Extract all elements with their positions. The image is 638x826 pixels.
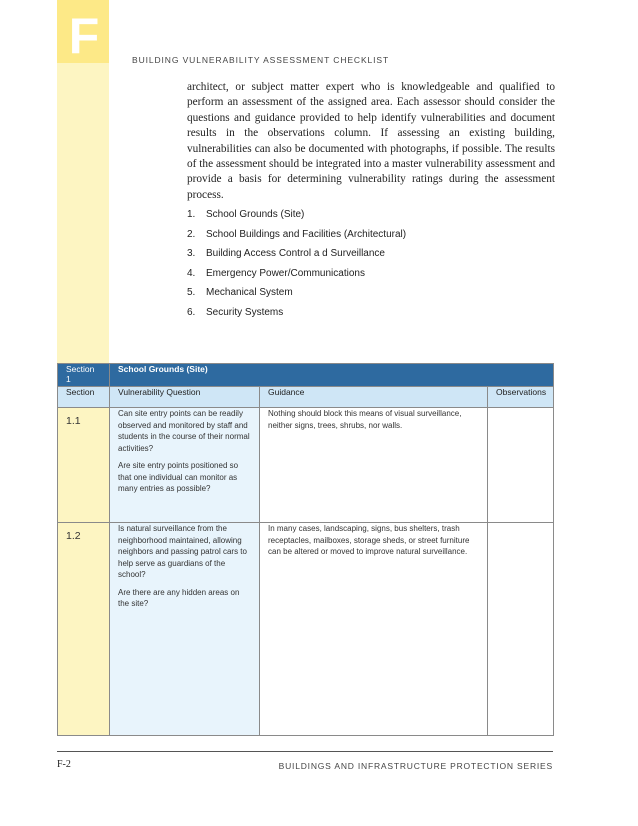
column-header-row: [58, 387, 554, 408]
list-item: [187, 205, 406, 225]
column-header-section: Section: [58, 387, 110, 408]
list-item-number: 6.: [187, 306, 196, 318]
body-paragraph-text: architect, or subject matter expert who is knowledgeable and qualified to perform an assessment of the assigned area. Each assessor should consider the questions and guidance provided to help identify vulnerabilities and document results in the observations column. If assessing an existing building, vulnerabilities can also be documented with photographs, if possible. The results of the assessment should be integrated into a master vulnerability assessment and provide a basis for determining vulnerability ratings during the assessment process.: [187, 81, 555, 201]
list-item-label: Building Access Control a d Surveillance: [206, 248, 385, 259]
list-item-number: 5.: [187, 287, 196, 298]
section-header-row: [58, 364, 554, 387]
list-item-number: 2.: [187, 228, 196, 240]
list-item: [187, 225, 406, 245]
vulnerability-question: Is natural surveillance from the neighborhood maintained, allowing neighbors and passing patrol cars to help serve as guardians of the school?: [118, 524, 247, 579]
appendix-letter: F: [68, 8, 100, 64]
column-header-question: Vulnerability Question: [110, 387, 260, 408]
list-item-number: 1.: [187, 209, 196, 220]
page-number: F-2: [57, 759, 71, 770]
table-row: [58, 408, 554, 523]
row-questions: [110, 408, 260, 523]
table-row: [58, 523, 554, 736]
row-guidance: [260, 408, 488, 523]
column-header-observations: Observations: [488, 387, 554, 408]
footer-rule: [57, 751, 553, 752]
row-section-number: 1.2: [58, 523, 110, 736]
vulnerability-question: Are there are any hidden areas on the site?: [118, 587, 240, 608]
checklist-table: [57, 363, 554, 736]
section-label: Section 1: [58, 364, 110, 387]
row-observations[interactable]: [488, 523, 554, 736]
row-guidance: [260, 523, 488, 736]
list-item: [187, 303, 406, 323]
row-questions: [110, 523, 260, 736]
column-header-guidance: Guidance: [260, 387, 488, 408]
vulnerability-question: Can site entry points can be readily observed and monitored by staff and students in the course of their normal activities?: [118, 409, 250, 453]
section-list: [187, 205, 406, 322]
list-item: [187, 264, 406, 284]
series-title: BUILDINGS AND INFRASTRUCTURE PROTECTION SERIES: [278, 761, 553, 771]
row-section-number: 1.1: [58, 408, 110, 523]
row-observations[interactable]: [488, 408, 554, 523]
running-header: BUILDING VULNERABILITY ASSESSMENT CHECKLIST: [132, 55, 390, 65]
list-item-number: 3.: [187, 248, 196, 259]
list-item-label: Mechanical System: [206, 287, 293, 298]
guidance-text: Nothing should block this means of visual surveillance, neither signs, trees, shrubs, nor walls.: [268, 409, 462, 430]
list-item-label: School Grounds (Site): [206, 209, 305, 220]
guidance-text: In many cases, landscaping, signs, bus shelters, trash receptacles, mailboxes, storage sheds, or street furniture can be altered or moved to improve natural surveillance.: [268, 524, 470, 556]
list-item-label: Security Systems: [206, 306, 284, 318]
list-item-label: Emergency Power/Communications: [206, 267, 365, 279]
section-name: School Grounds (Site): [110, 364, 554, 387]
list-item: [187, 244, 406, 264]
list-item-label: School Buildings and Facilities (Architectural): [206, 228, 407, 240]
list-item: [187, 283, 406, 303]
list-item-number: 4.: [187, 267, 196, 279]
vulnerability-question: Are site entry points positioned so that one individual can monitor as many entries as possible?: [118, 461, 239, 493]
body-paragraph: [187, 80, 555, 203]
